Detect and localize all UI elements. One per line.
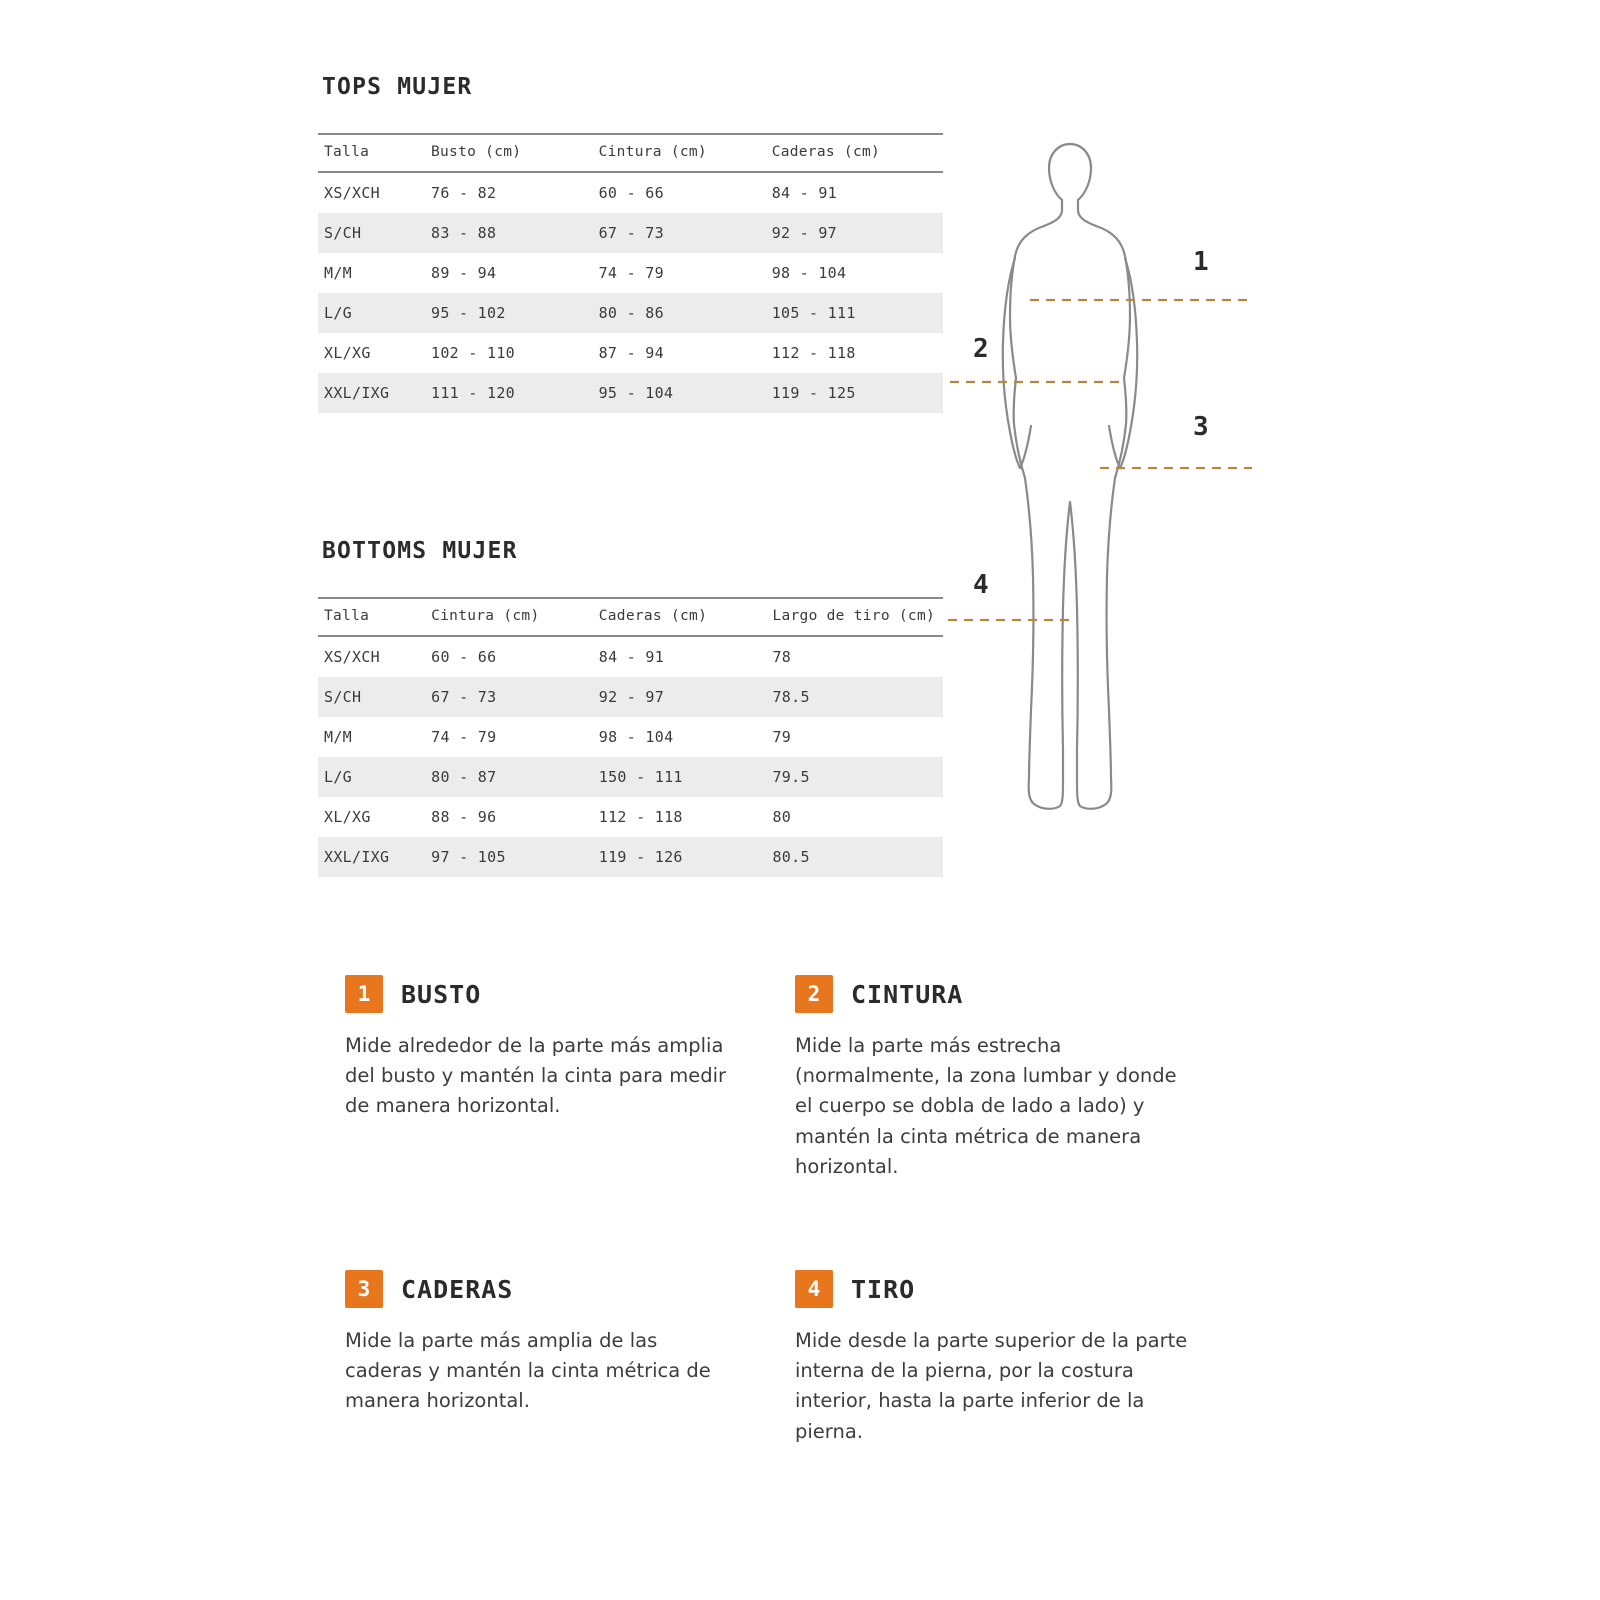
cell-tiro: 79 xyxy=(772,728,792,746)
cell-tiro: 78 xyxy=(772,648,792,666)
cell-caderas: 112 - 118 xyxy=(771,344,856,362)
legend-text-busto: Mide alrededor de la parte más amplia del busto y mantén la cinta para medir de manera horizontal. xyxy=(345,1034,727,1118)
legend-header xyxy=(795,1270,1190,1308)
cell-cintura: 60 - 66 xyxy=(431,648,497,666)
cell-caderas: 92 - 97 xyxy=(593,677,767,717)
cell-busto: 76 - 82 xyxy=(431,184,497,202)
callout-number-2: 2 xyxy=(973,334,989,364)
legend-item-caderas xyxy=(345,1270,740,1417)
cell-busto: 111 - 120 xyxy=(425,373,593,413)
cell-talla: M/M xyxy=(324,264,352,282)
column-header-caderas: Caderas (cm) xyxy=(593,598,767,636)
cell-busto: 102 - 110 xyxy=(431,344,515,362)
cell-tiro: 79.5 xyxy=(766,757,943,797)
callout-number-1: 1 xyxy=(1193,247,1209,277)
cell-talla: L/G xyxy=(318,757,425,797)
table-row xyxy=(318,717,943,757)
cell-caderas: 92 - 97 xyxy=(766,213,943,253)
cell-cintura: 95 - 104 xyxy=(593,373,766,413)
table-row xyxy=(318,797,943,837)
cell-cintura: 87 - 94 xyxy=(598,344,664,362)
legend-title-cintura: CINTURA xyxy=(851,979,964,1009)
cell-caderas: 105 - 111 xyxy=(766,293,943,333)
legend-text-cintura: Mide la parte más estrecha (normalmente, la zona lumbar y donde el cuerpo se dobla de lado a lado) y mantén la cinta métrica de manera horizontal. xyxy=(795,1034,1177,1178)
table-header-row xyxy=(318,598,943,636)
table-row xyxy=(318,373,943,413)
cell-caderas: 98 - 104 xyxy=(598,728,674,746)
table-row xyxy=(318,677,943,717)
tops-size-table xyxy=(318,133,943,413)
cell-caderas: 150 - 111 xyxy=(593,757,767,797)
bottoms-section-title: BOTTOMS MUJER xyxy=(322,538,518,564)
column-header-cintura: Cintura (cm) xyxy=(425,598,593,636)
legend-item-busto xyxy=(345,975,740,1122)
column-header-largo-de-tiro: Largo de tiro (cm) xyxy=(766,598,943,636)
column-header-caderas: Caderas (cm) xyxy=(766,134,943,172)
cell-cintura: 60 - 66 xyxy=(598,184,664,202)
cell-caderas: 112 - 118 xyxy=(598,808,683,826)
cell-talla: S/CH xyxy=(318,677,425,717)
table-row xyxy=(318,636,943,677)
cell-talla: L/G xyxy=(318,293,425,333)
cell-caderas: 84 - 91 xyxy=(771,184,838,202)
cell-talla: XL/XG xyxy=(324,344,371,362)
cell-caderas: 84 - 91 xyxy=(598,648,665,666)
legend-header xyxy=(345,1270,740,1308)
cell-talla: XS/XCH xyxy=(324,184,380,202)
legend-header xyxy=(345,975,740,1013)
legend-title-busto: BUSTO xyxy=(401,979,482,1009)
cell-busto: 83 - 88 xyxy=(425,213,593,253)
bottoms-size-table xyxy=(318,597,943,877)
cell-cintura: 67 - 73 xyxy=(593,213,766,253)
column-header-cintura: Cintura (cm) xyxy=(593,134,766,172)
table-row xyxy=(318,757,943,797)
column-header-talla: Talla xyxy=(318,134,425,172)
legend-text-caderas: Mide la parte más amplia de las caderas y mantén la cinta métrica de manera horizontal. xyxy=(345,1329,711,1413)
cell-talla: XS/XCH xyxy=(324,648,380,666)
legend-badge-2: 2 xyxy=(795,975,833,1013)
cell-talla: XL/XG xyxy=(324,808,371,826)
callout-number-4: 4 xyxy=(973,570,989,600)
cell-cintura: 80 - 86 xyxy=(593,293,766,333)
cell-caderas: 119 - 126 xyxy=(593,837,767,877)
legend-item-tiro xyxy=(795,1270,1190,1447)
table-row xyxy=(318,333,943,373)
cell-talla: XXL/IXG xyxy=(318,837,425,877)
cell-cintura: 80 - 87 xyxy=(425,757,593,797)
table-row xyxy=(318,172,943,213)
legend-badge-3: 3 xyxy=(345,1270,383,1308)
legend-badge-4: 4 xyxy=(795,1270,833,1308)
legend-badge-1: 1 xyxy=(345,975,383,1013)
cell-tiro: 80.5 xyxy=(766,837,943,877)
legend-header xyxy=(795,975,1190,1013)
cell-cintura: 88 - 96 xyxy=(431,808,497,826)
legend-item-cintura xyxy=(795,975,1190,1182)
cell-cintura: 97 - 105 xyxy=(425,837,593,877)
column-header-busto: Busto (cm) xyxy=(425,134,593,172)
cell-talla: M/M xyxy=(324,728,352,746)
cell-cintura: 74 - 79 xyxy=(598,264,664,282)
table-row xyxy=(318,293,943,333)
table-row xyxy=(318,837,943,877)
cell-busto: 89 - 94 xyxy=(431,264,497,282)
tops-section-title: TOPS MUJER xyxy=(322,74,473,100)
cell-caderas: 98 - 104 xyxy=(771,264,847,282)
cell-talla: S/CH xyxy=(318,213,425,253)
table-header-row xyxy=(318,134,943,172)
cell-tiro: 80 xyxy=(772,808,792,826)
table-row xyxy=(318,213,943,253)
column-header-talla: Talla xyxy=(318,598,425,636)
legend-title-tiro: TIRO xyxy=(851,1274,916,1304)
cell-busto: 95 - 102 xyxy=(425,293,593,333)
cell-caderas: 119 - 125 xyxy=(766,373,943,413)
cell-cintura: 67 - 73 xyxy=(425,677,593,717)
table-row xyxy=(318,253,943,293)
body-measurement-figure xyxy=(930,110,1290,850)
callout-number-3: 3 xyxy=(1193,412,1209,442)
cell-talla: XXL/IXG xyxy=(318,373,425,413)
legend-text-tiro: Mide desde la parte superior de la parte interna de la pierna, por la costura interior, hasta la parte inferior de la pierna. xyxy=(795,1329,1188,1443)
cell-tiro: 78.5 xyxy=(766,677,943,717)
cell-cintura: 74 - 79 xyxy=(431,728,497,746)
legend-title-caderas: CADERAS xyxy=(401,1274,514,1304)
